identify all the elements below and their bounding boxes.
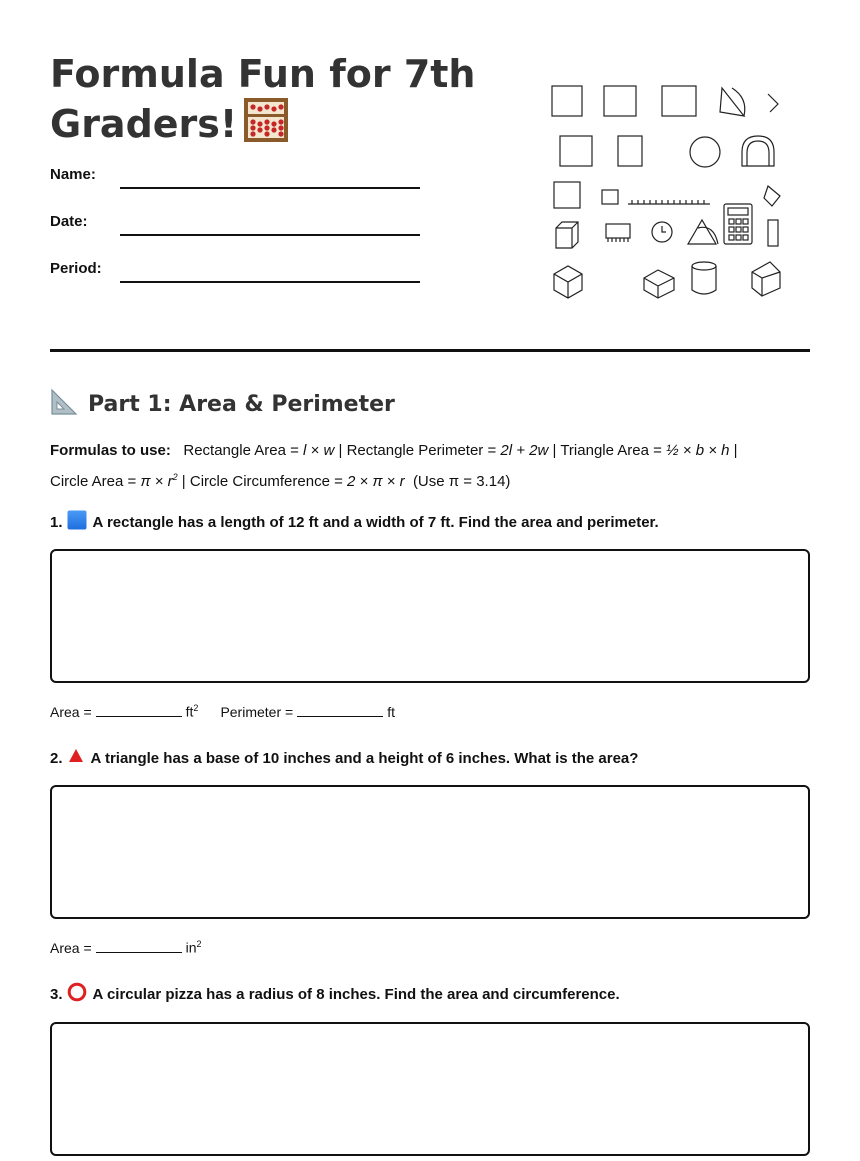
period-field[interactable]: [50, 260, 430, 286]
formula-separator: |: [181, 473, 186, 490]
area-label: Area =: [50, 703, 92, 720]
area-blank[interactable]: [96, 940, 182, 953]
red-circle-icon: [67, 982, 87, 1006]
perimeter-blank[interactable]: [297, 704, 383, 717]
section-1-heading: [50, 388, 395, 420]
question-text: A circular pizza has a radius of 8 inches. Find the area and circumference.: [92, 985, 620, 1003]
question-text: A triangle has a base of 10 inches and a height of 6 inches. What is the area?: [90, 749, 639, 767]
formula-separator: |: [552, 442, 557, 459]
formula-rect-perim-name: Rectangle Perimeter =: [346, 442, 497, 459]
page-title: [50, 52, 490, 153]
answer-box-1[interactable]: [50, 549, 810, 683]
question-1: [50, 511, 659, 533]
formula-separator: |: [733, 442, 738, 459]
question-number: 1.: [50, 513, 63, 531]
question-number: 2.: [50, 749, 63, 767]
set-square-icon: [50, 388, 78, 421]
formula-triangle-area: ½ × b × h: [666, 442, 730, 459]
formula-circle-area-name: Circle Area =: [50, 473, 137, 490]
header-divider: [50, 349, 810, 352]
area-label: Area =: [50, 939, 92, 956]
answer-line-2: [50, 939, 202, 959]
formula-circumference-name: Circle Circumference =: [189, 473, 343, 490]
area-unit: $in^2$: [185, 939, 202, 956]
page-title-text: Formula Fun for 7th Graders!: [50, 52, 476, 146]
date-label: Date:: [50, 213, 88, 230]
red-triangle-icon: [67, 747, 85, 769]
formula-list: [50, 438, 820, 495]
formula-circle-area: $\pi \times r^2$: [140, 472, 178, 490]
question-text: A rectangle has a length of 12 ft and a width of 7 ft. Find the area and perimeter.: [92, 513, 659, 531]
formula-tri-area-name: Triangle Area =: [560, 442, 662, 459]
period-label: Period:: [50, 260, 102, 277]
formula-separator: |: [338, 442, 343, 459]
blue-square-icon: [67, 510, 87, 534]
area-unit: $ft^2$: [185, 703, 199, 720]
pi-note: (Use π = 3.14): [412, 473, 511, 490]
geometry-clipart: [548, 78, 788, 308]
area-blank[interactable]: [96, 704, 182, 717]
answer-box-2[interactable]: [50, 785, 810, 919]
answer-line-1: [50, 703, 395, 723]
formula-circumference: 2 × π × r: [347, 473, 405, 490]
question-number: 3.: [50, 985, 63, 1003]
question-2: [50, 747, 638, 769]
formula-rect-area-name: Rectangle Area =: [183, 442, 299, 459]
section-1-title: Part 1: Area & Perimeter: [88, 391, 395, 417]
name-label: Name:: [50, 166, 96, 183]
answer-box-3[interactable]: [50, 1022, 810, 1156]
perimeter-unit: ft: [387, 703, 395, 720]
abacus-icon: [243, 97, 289, 153]
formula-rect-area: l × w: [303, 442, 335, 459]
name-line[interactable]: [120, 187, 420, 189]
name-field[interactable]: [50, 166, 430, 192]
period-line[interactable]: [120, 281, 420, 283]
date-field[interactable]: [50, 213, 430, 239]
date-line[interactable]: [120, 234, 420, 236]
formula-rect-perimeter: 2l + 2w: [500, 442, 549, 459]
question-3: [50, 983, 620, 1005]
formulas-label: Formulas to use:: [50, 442, 171, 459]
perimeter-label: Perimeter =: [220, 703, 294, 720]
